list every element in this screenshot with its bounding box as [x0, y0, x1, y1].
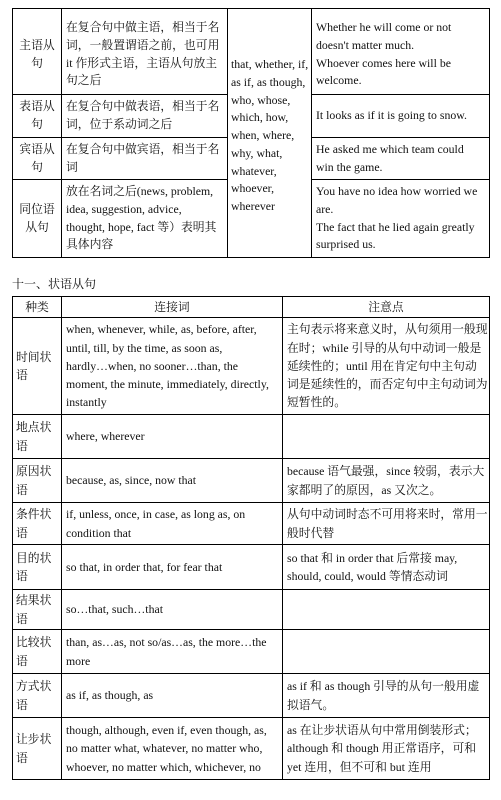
example-line: win the game. [316, 159, 383, 174]
example-line: welcome. [316, 73, 362, 88]
connector-line: whatever, [231, 163, 277, 178]
usage-cell [62, 95, 228, 138]
usage-line: 词，位于系动词之后 [66, 117, 173, 131]
usage-line: 在复合句中做宾语，相当于名 [66, 141, 220, 156]
note-line: 延续性的；until 用在肯定句中主句动 [287, 358, 477, 373]
clause-type-cell [13, 545, 62, 590]
clause-type-label: 句 [31, 159, 43, 174]
connector-line: so that, in order that, for fear that [66, 559, 223, 574]
example-line: It looks as if it is going to snow. [316, 108, 467, 123]
connector-line: that, whether, if, [231, 57, 309, 72]
connectors-cell [62, 630, 283, 674]
clause-type-label: 从句 [25, 219, 49, 234]
connector-line: as if, as though, [231, 75, 306, 90]
connectors-cell [62, 590, 283, 630]
note-line: although 和 though 用正常语序，可和 [287, 741, 477, 756]
clause-type-cell [13, 459, 62, 503]
clause-type-label: 语 [16, 525, 28, 540]
notes-cell [283, 630, 490, 674]
usage-line: 词，一般置谓语之前，也可用 [66, 37, 220, 52]
connectors-cell [62, 674, 283, 718]
connector-line: until, till, by the time, as soon as, [66, 340, 223, 355]
example-cell [312, 180, 490, 258]
example-line: Whoever comes here will be [316, 55, 451, 70]
clause-type-label: 同位语 [19, 201, 55, 216]
note-line: 般时代替 [287, 525, 335, 540]
connector-line: whoever, no matter which, whichever, no [66, 759, 261, 774]
clause-type-cell [13, 138, 62, 180]
clause-type-cell [13, 718, 62, 780]
example-line: are. [316, 201, 334, 216]
note-line: 家都明了的原因，as 又次之。 [287, 482, 442, 497]
clause-type-label: 句 [31, 117, 43, 131]
clause-type-label: 语 [16, 697, 28, 712]
clause-type-cell [13, 590, 62, 630]
notes-cell [283, 718, 490, 780]
noun-clause-table [12, 8, 490, 258]
usage-line: 在复合句中做表语，相当于名 [66, 99, 220, 114]
notes-cell [283, 415, 490, 459]
connector-line: which, how, [231, 110, 289, 125]
clause-type-cell [13, 95, 62, 138]
connector-line: when, where, [231, 128, 295, 143]
example-cell [312, 95, 490, 138]
clause-type-label: 语 [16, 569, 28, 583]
notes-cell [283, 459, 490, 503]
clause-type-label: 主语从 [19, 37, 55, 52]
connector-line: who, whose, [231, 92, 291, 107]
connector-line: condition that [66, 525, 132, 540]
example-line: You have no idea how worried we [316, 184, 478, 199]
header-label: 连接词 [154, 299, 190, 314]
notes-cell [283, 318, 490, 415]
note-line: 从句中动词时态不可用将来时，常用一 [287, 507, 488, 522]
clause-type-label: 地点状 [16, 420, 52, 435]
clause-type-label: 结果状 [16, 593, 52, 608]
usage-line: 句之后 [66, 73, 102, 88]
notes-cell [283, 674, 490, 718]
header-cell-connectors [62, 297, 283, 318]
clause-type-label: 方式状 [16, 679, 52, 694]
clause-type-cell [13, 318, 62, 415]
note-line: as 在让步状语从句中常用倒装形式； [287, 723, 477, 738]
usage-cell [62, 138, 228, 180]
usage-line: 放在名词之后(news, problem, [66, 184, 214, 199]
note-line: 拟语气。 [287, 697, 335, 712]
connector-line: hardly…when, no sooner…than, the [66, 358, 238, 373]
clause-type-label: 语 [16, 611, 28, 626]
clause-type-cell [13, 503, 62, 545]
usage-line: it 作形式主语，主语从句放主 [66, 55, 218, 70]
clause-type-label: 比较状 [16, 635, 52, 650]
example-cell [312, 9, 490, 95]
clause-type-cell [13, 630, 62, 674]
clause-type-label: 目的状 [16, 550, 52, 565]
example-line: He asked me which team could [316, 141, 464, 156]
note-line: should, could, would 等情态动词 [287, 569, 448, 583]
connector-line: though, although, even if, even though, as, [66, 723, 267, 738]
connector-line: if, unless, once, in case, as long as, on [66, 507, 246, 522]
note-line: 在时；while 引导的从句中动词一般是 [287, 340, 482, 355]
note-line: 词是延续性的，而否定句中主句动词为 [287, 377, 488, 392]
note-line: because 语气最强，since 较弱，表示大 [287, 464, 485, 479]
clause-type-cell [13, 415, 62, 459]
clause-type-label: 语 [16, 438, 28, 453]
clause-type-label: 条件状 [16, 507, 52, 522]
notes-cell [283, 545, 490, 590]
connectors-cell [62, 415, 283, 459]
clause-type-label: 句 [31, 55, 43, 70]
connector-line: because, as, since, now that [66, 473, 197, 488]
usage-cell [62, 9, 228, 95]
connectors-cell [62, 503, 283, 545]
clause-type-label: 时间状 [16, 349, 52, 364]
connector-line: more [66, 653, 91, 668]
connectors-cell [62, 318, 283, 415]
connectors-cell [228, 9, 312, 258]
note-line: so that 和 in order that 后常接 may, [287, 550, 458, 565]
clause-type-label: 原因状 [16, 464, 52, 479]
example-line: doesn't matter much. [316, 37, 415, 52]
clause-type-label: 语 [16, 653, 28, 668]
usage-cell [62, 180, 228, 258]
connector-line: as if, as though, as [66, 688, 154, 703]
header-cell-notes [283, 297, 490, 318]
connector-line: wherever [231, 198, 275, 213]
usage-line: thought, hope, fact 等）表明其 [66, 219, 217, 234]
clause-type-label: 语 [16, 482, 28, 497]
note-line: 短暂性的。 [287, 395, 346, 410]
connector-line: so…that, such…that [66, 602, 163, 617]
usage-line: idea, suggestion, advice, [66, 201, 182, 216]
header-label: 注意点 [368, 299, 404, 314]
clause-type-label: 宾语从 [19, 141, 55, 156]
clause-type-cell [13, 9, 62, 95]
example-line: Whether he will come or not [316, 20, 452, 35]
clause-type-label: 语 [16, 750, 28, 765]
usage-line: 词 [66, 159, 78, 174]
clause-type-label: 让步状 [16, 732, 52, 747]
notes-cell [283, 590, 490, 630]
connector-line: whoever, [231, 181, 275, 196]
clause-type-cell [13, 674, 62, 718]
clause-type-label: 表语从 [19, 99, 55, 114]
clause-type-label: 语 [16, 368, 28, 382]
connectors-cell [62, 545, 283, 590]
connector-line: why, what, [231, 145, 283, 160]
connector-line: moment, the minute, immediately, directly, [66, 377, 269, 392]
example-line: surprised us. [316, 237, 376, 252]
example-line: The fact that he lied again greatly [316, 219, 475, 234]
connector-line: when, whenever, while, as, before, after, [66, 322, 257, 337]
section-heading: 十一、状语从句 [12, 277, 97, 291]
note-line: as if 和 as though 引导的从句一般用虚 [287, 679, 480, 694]
connector-line: instantly [66, 395, 107, 410]
example-cell [312, 138, 490, 180]
header-cell-type [13, 297, 62, 318]
adverbial-clause-table [12, 296, 490, 780]
connector-line: than, as…as, not so/as…as, the more…the [66, 635, 267, 650]
connector-line: where, wherever [66, 429, 145, 444]
header-label: 种类 [25, 299, 49, 314]
usage-line: 具体内容 [66, 237, 114, 252]
note-line: 主句表示将来意义时，从句须用一般现 [287, 322, 488, 337]
note-line: yet 连用，但不可和 but 连用 [287, 759, 432, 774]
notes-cell [283, 503, 490, 545]
connectors-cell [62, 459, 283, 503]
connector-line: no matter what, whatever, no matter who, [66, 741, 263, 756]
clause-type-cell [13, 180, 62, 258]
usage-line: 在复合句中做主语，相当于名 [66, 20, 220, 35]
connectors-cell [62, 718, 283, 780]
